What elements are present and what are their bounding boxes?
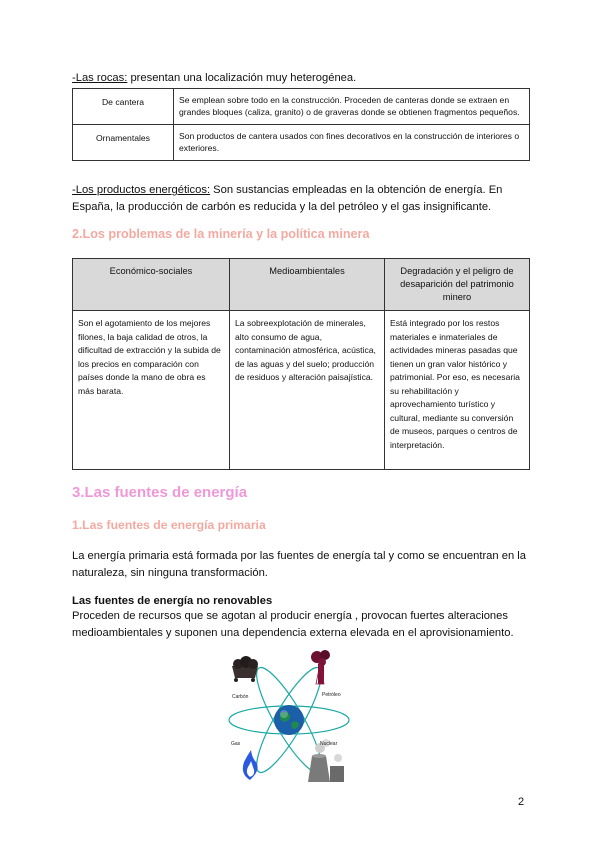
table-cell: Son el agotamiento de los mejores filones, la baja calidad de otros, la dificultad de extracción y la subida de los precios en comparación con países donde la mano de obra es más barata. xyxy=(73,311,230,470)
section-3-heading: 3.Las fuentes de energía xyxy=(72,484,248,501)
gas-label: Gas xyxy=(231,741,241,747)
energy-products-text: Son sustancias empleadas en la obtención de energía. En España, la producción de carbón es reducida y la del petróleo y el gas insignificante. xyxy=(72,184,503,213)
nonrenewable-paragraph: Proceden de recursos que se agotan al producir energía , provocan fuertes alteraciones medioambientales y suponen una dependencia externa elevada en el aprovisionamiento. xyxy=(72,610,514,639)
rocks-intro-text: presentan una localización muy heterogénea. xyxy=(127,72,357,84)
rocks-intro xyxy=(72,70,534,87)
table-cell: La sobreexplotación de minerales, alto consumo de agua, contaminación atmosférica, acústica, de las aguas y del suelo; producción de residuos y alteración paisajística. xyxy=(230,311,385,470)
energy-products-term: -Los productos energéticos: xyxy=(72,184,211,196)
subsection-heading: 1.Las fuentes de energía primaria xyxy=(72,518,266,532)
energy-sources-diagram xyxy=(222,648,356,782)
column-header: Degradación y el peligro de desaparición del patrimonio minero xyxy=(385,259,530,311)
rock-type-description: Se emplean sobre todo en la construcción. Proceden de canteras donde se extraen en grandes bloques (caliza, granito) o de graveras donde se obtienen fragmentos pequeños. xyxy=(174,89,530,125)
table-header-row xyxy=(73,259,530,311)
table-row xyxy=(73,311,530,470)
primary-energy-paragraph: La energía primaria está formada por las fuentes de energía tal y como se encuentran en la naturaleza, sin ninguna transformación. xyxy=(72,550,526,579)
table-cell: Está integrado por los restos materiales e inmateriales de actividades mineras pasadas que tienen un gran valor histórico y patrimonial. Por eso, es necesaria su rehabilitación y aprovechamiento turístico y cultural, mediante su conversión de museos, parques o centros de interpretación. xyxy=(385,311,530,470)
mining-problems-table xyxy=(72,258,530,470)
coal-icon xyxy=(232,656,258,682)
oil-icon xyxy=(311,650,330,684)
section-2-heading: 2.Los problemas de la minería y la política minera xyxy=(72,227,370,241)
column-header: Medioambientales xyxy=(230,259,385,311)
rocks-table xyxy=(72,88,530,161)
table-row xyxy=(73,125,530,161)
rock-type-label: Ornamentales xyxy=(73,125,174,161)
nonrenewable-heading: Las fuentes de energía no renovables xyxy=(72,595,273,607)
coal-label: Carbón xyxy=(232,694,249,700)
energy-products-paragraph xyxy=(72,182,534,216)
oil-label: Petróleo xyxy=(322,692,341,698)
gas-flame-icon xyxy=(243,750,258,780)
rock-type-label: De cantera xyxy=(73,89,174,125)
table-row xyxy=(73,89,530,125)
rocks-term: -Las rocas: xyxy=(72,72,128,84)
column-header: Económico-sociales xyxy=(73,259,230,311)
globe-icon xyxy=(274,705,304,735)
page-number: 2 xyxy=(518,796,525,808)
nuclear-label: Nuclear xyxy=(320,741,338,747)
rock-type-description: Son productos de cantera usados con fines decorativos en la construcción de interiores o exteriores. xyxy=(174,125,530,161)
